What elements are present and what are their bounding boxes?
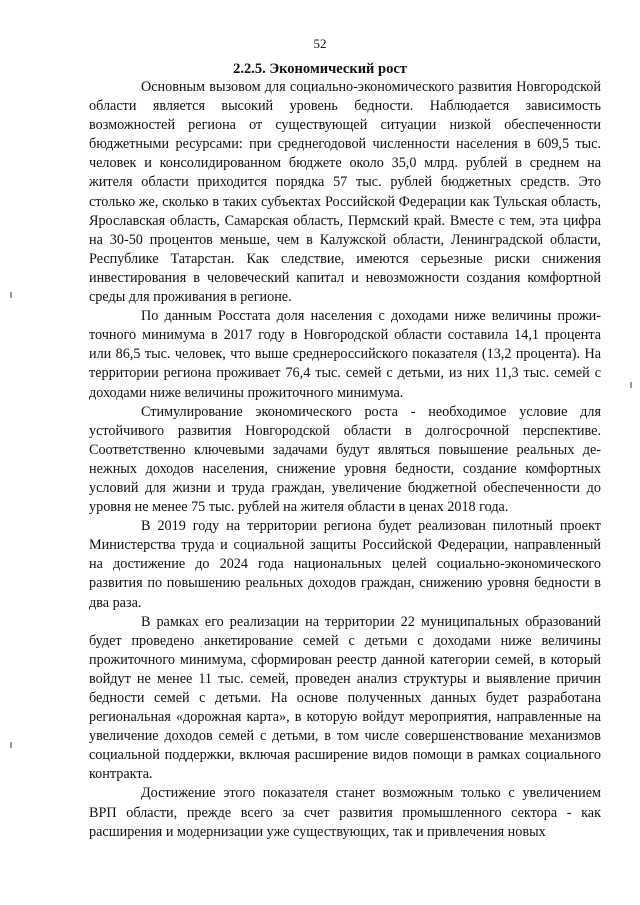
paragraph-pilot-project: В 2019 году на территории региона будет реализован пилотный проект Министерства труда и социальной защиты Российской Федерации, направленный на достижение до 2024 года национальных целей социально-экономического развития по повышению реальных доходов граждан, снижению уровня бедности в два раза. bbox=[89, 518, 601, 611]
section-heading: 2.2.5. Экономический рост bbox=[233, 61, 407, 77]
paragraph-grp-growth: Достижение этого показателя станет возможным только с увеличением ВРП области, прежде всего за счет развития промышленного сектора - как расширения и модернизации уже существующих, так и привлечения новых bbox=[89, 785, 601, 840]
paragraph-implementation: В рамках его реализации на территории 22 муниципальных образований будет проведено анкетирование семей с детьми с доходами ниже величины прожиточного минимума, сформирован реестр данной категории семей, в который войдут не менее 11 тыс. семей, проведен анализ структуры и выявление причин бедности семей с детьми. На основе полученных данных будет разработана региональная «дорожная карта», в которую войдут мероприятия, направленные на увеличение доходов семей с детьми, в том числе совершенствование механизмов социальной поддержки, включая расширение видов помощи в рамках социального контракта. bbox=[89, 613, 601, 783]
body-text bbox=[89, 78, 601, 842]
paragraph-growth-stimulation: Стимулирование экономического роста - необходимое условие для устойчивого развития Новгородской области в долгосрочной перспективе. Соответственно ключевыми задачами будут являться повышение реальных денежных доходов населения, снижение уровня бедности, создание комфортных условий для жизни и труда граждан, увеличение бюджетной обеспеченности до уровня не менее 75 тыс. рублей на жителя области в ценах 2018 года. bbox=[89, 403, 601, 516]
paragraph-rosstat-data: По данным Росстата доля населения с доходами ниже величины прожиточного минимума в 2017 году в Новгородской области составила 14,1 процента или 86,5 тыс. человек, что выше среднероссийского показателя (13,2 процента). На территории региона проживает 76,4 тыс. семей с детьми, из них 11,3 тыс. семей с доходами ниже величины прожиточного минимума. bbox=[89, 308, 601, 401]
page-number: 52 bbox=[313, 36, 327, 51]
scan-artifact-mark bbox=[10, 292, 12, 298]
scan-artifact-mark bbox=[630, 382, 632, 388]
paragraph-poverty-challenge: Основным вызовом для социально-экономического развития Новгородской области является высокий уровень бедности. Наблюдается зависимость возможностей региона от существующей ситуации низкой обеспеченности бюджетными ресурсами: при среднегодовой численности населения в 609,5 тыс. человек и консолидированном бюджете около 35,0 млрд. рублей в среднем на жителя области приходится порядка 57 тыс. рублей бюджетных средств. Это столько же, сколько в таких субъектах Российской Федерации как Тульская область, Ярославская область, Самарская область, Пермский край. Вместе с тем, эта цифра на 30-50 процентов меньше, чем в Калужской области, Ленинградской области, Республике Татарстан. Как следствие, имеются серьезные риски снижения инвестирования в человеческий капитал и невозможности создания комфортной среды для проживания в регионе. bbox=[89, 79, 601, 306]
scan-artifact-mark bbox=[10, 742, 12, 748]
